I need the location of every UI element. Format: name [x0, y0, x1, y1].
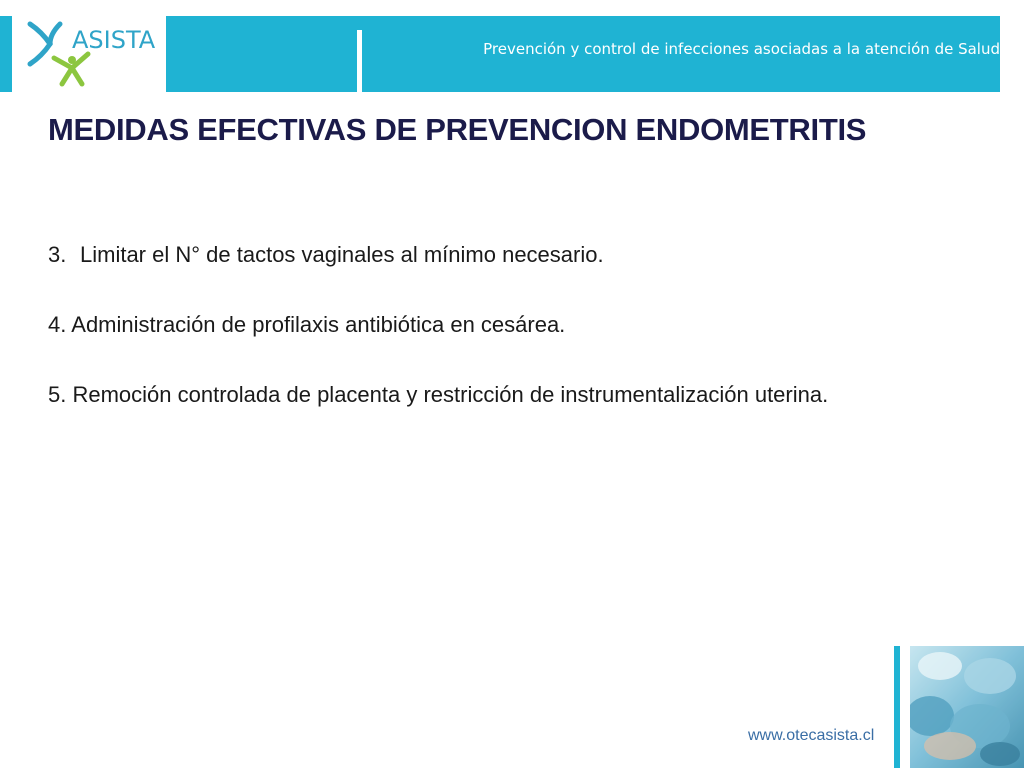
surgery-photo-icon [910, 646, 1024, 768]
left-accent-bar [0, 16, 12, 92]
item-text: Administración de profilaxis antibiótica en cesárea. [71, 312, 566, 337]
asista-logo [24, 14, 164, 92]
slide-title: MEDIDAS EFECTIVAS DE PREVENCION ENDOMETRITIS [48, 112, 867, 147]
footer-url: www.otecasista.cl [748, 727, 875, 744]
item-number: 3. [48, 242, 67, 267]
list-item [48, 378, 928, 412]
slide-body [48, 238, 928, 448]
item-text: Remoción controlada de placenta y restricción de instrumentalización uterina. [72, 382, 829, 407]
item-number: 4. [48, 312, 67, 337]
header-subtitle: Prevención y control de infecciones asociadas a la atención de Salud [483, 40, 1000, 58]
footer-accent-bar [894, 646, 900, 768]
surgery-photo [910, 646, 1024, 768]
item-text: Limitar el N° de tactos vaginales al mínimo necesario. [80, 242, 604, 267]
list-item [48, 308, 928, 342]
item-number: 5. [48, 382, 67, 407]
list-item [48, 238, 928, 272]
header-divider [357, 30, 362, 94]
logo-text: ASISTA [72, 26, 156, 54]
